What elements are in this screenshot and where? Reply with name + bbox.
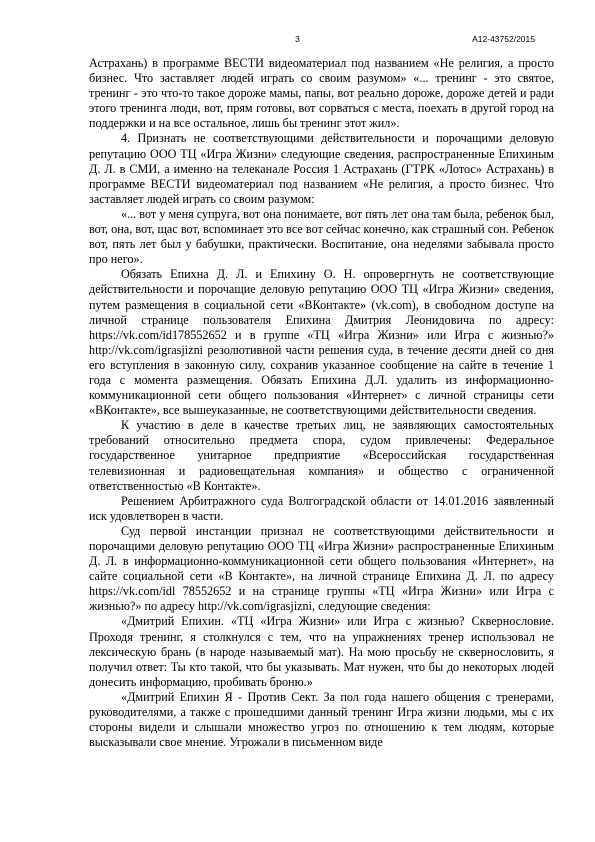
paragraph-item-4: 4. Признать не соответствующими действительности и порочащими деловую репутацию ООО ТЦ «Игра Жизни» следующие сведения, распространенные Епихиным Д. Л. в СМИ, а именно на телеканале Россия 1 Астрахань (ГТРК «Лотос» Астрахань) в программе ВЕСТИ видеоматериал под названием «Не религия, а просто бизнес. Что заставляет людей играть со своим разумом:	[89, 131, 554, 206]
paragraph-continuation: Астрахань) в программе ВЕСТИ видеоматериал под названием «Не религия, а просто бизнес. Что заставляет людей играть со своим разумом» «... тренинг - это святое, тренинг - это что-то такое дороже мамы, папы, вот реально дороже, дороже детей и ради этого тренинга люди, вот, прям готовы, вот сорваться с места, поехать в другой город на поддержки и на все остальное, лишь бы тренинг этот жил».	[89, 56, 554, 131]
paragraph-decision: Решением Арбитражного суда Волгоградской области от 14.01.2016 заявленный иск удовлетворен в части.	[89, 493, 554, 523]
paragraph-third-parties: К участию в деле в качестве третьих лиц, не заявляющих самостоятельных требований относительно предмета спора, судом привлечены: Федеральное государственное унитарное предприятие «Всероссийская государственная телевизионная и радиовещательная компания» и общество с ограниченной ответственностью «В Контакте».	[89, 418, 554, 493]
paragraph-obligation: Обязать Епихна Д. Л. и Епихину О. Н. опровергнуть не соответствующие действительности и порочащие деловую репутацию ООО ТЦ «Игра Жизни» сведения, путем размещения в социальной сети «ВКонтакте» (vk.com), в свободном доступе на личной странице пользователя Епихина Дмитрия Леонидовича по адресу: https://vk.com/id178552652 и в группе «ТЦ «Игра Жизни» или Игра с жизнью?» http://vk.com/igrasjizni резолютивной части решения суда, в течение десяти дней со дня его вступления в законную силу, сохранив указанное сообщение на сайте в течение 1 года с момента размещения. Обязать Епихина Д.Л. удалить из информационно-коммуникационной сети общего пользования «Интернет» с личной страницы сети «ВКонтакте», все вышеуказанные, не соответствующими действительности сведения.	[89, 267, 554, 418]
paragraph-quote-profanity: «Дмитрий Епихин. «ТЦ «Игра Жизни» или Игра с жизнью? Сквернословие. Проходя тренинг, я столкнулся с тем, что на упражнениях тренер использовал не лексическую брань (в народе называемый мат). На мою просьбу не сквернословить, я получил ответ: Ты кто такой, что бы указывать. Мат нужен, что бы до некоторых людей донесить информацию, пробивать броню.»	[89, 614, 554, 689]
paragraph-court-finding: Суд первой инстанции признал не соответствующими действительности и порочащими деловую репутацию ООО ТЦ «Игра Жизни» распространенные Епихиным Д. Л. в информационно-коммуникационной сети общего пользования «Интернет», на сайте социальной сети «В Контакте», на личной странице Епихина Д. Л. по адресу https://vk.com/idl 78552652 и на странице группы «ТЦ «Игра Жизни» или Игра с жизнью?» по адресу http://vk.com/igrasjizni, следующие сведения:	[89, 523, 554, 614]
case-number: А12-43752/2015	[472, 34, 535, 44]
paragraph-quote: «... вот у меня супруга, вот она понимаете, вот пять лет она там была, ребенок был, вот, она, вот, щас вот, вспоминает это все вот сейчас конечно, как страшный сон. Ребенок вот, пять лет был у бабушки, практически. Воспитание, она неделями забывала просто про него».	[89, 206, 554, 267]
document-body	[89, 56, 554, 750]
paragraph-quote-threats: «Дмитрий Епихин Я - Против Сект. За пол года нашего общения с тренерами, руководителями, а также с прошедшими данный тренинг Игра жизни людьми, мы с их стороны видели и слышали множество угроз по отношению к тем людям, которые высказывали свое мнение. Угрожали в письменном виде	[89, 689, 554, 750]
page-number: 3	[295, 34, 300, 44]
